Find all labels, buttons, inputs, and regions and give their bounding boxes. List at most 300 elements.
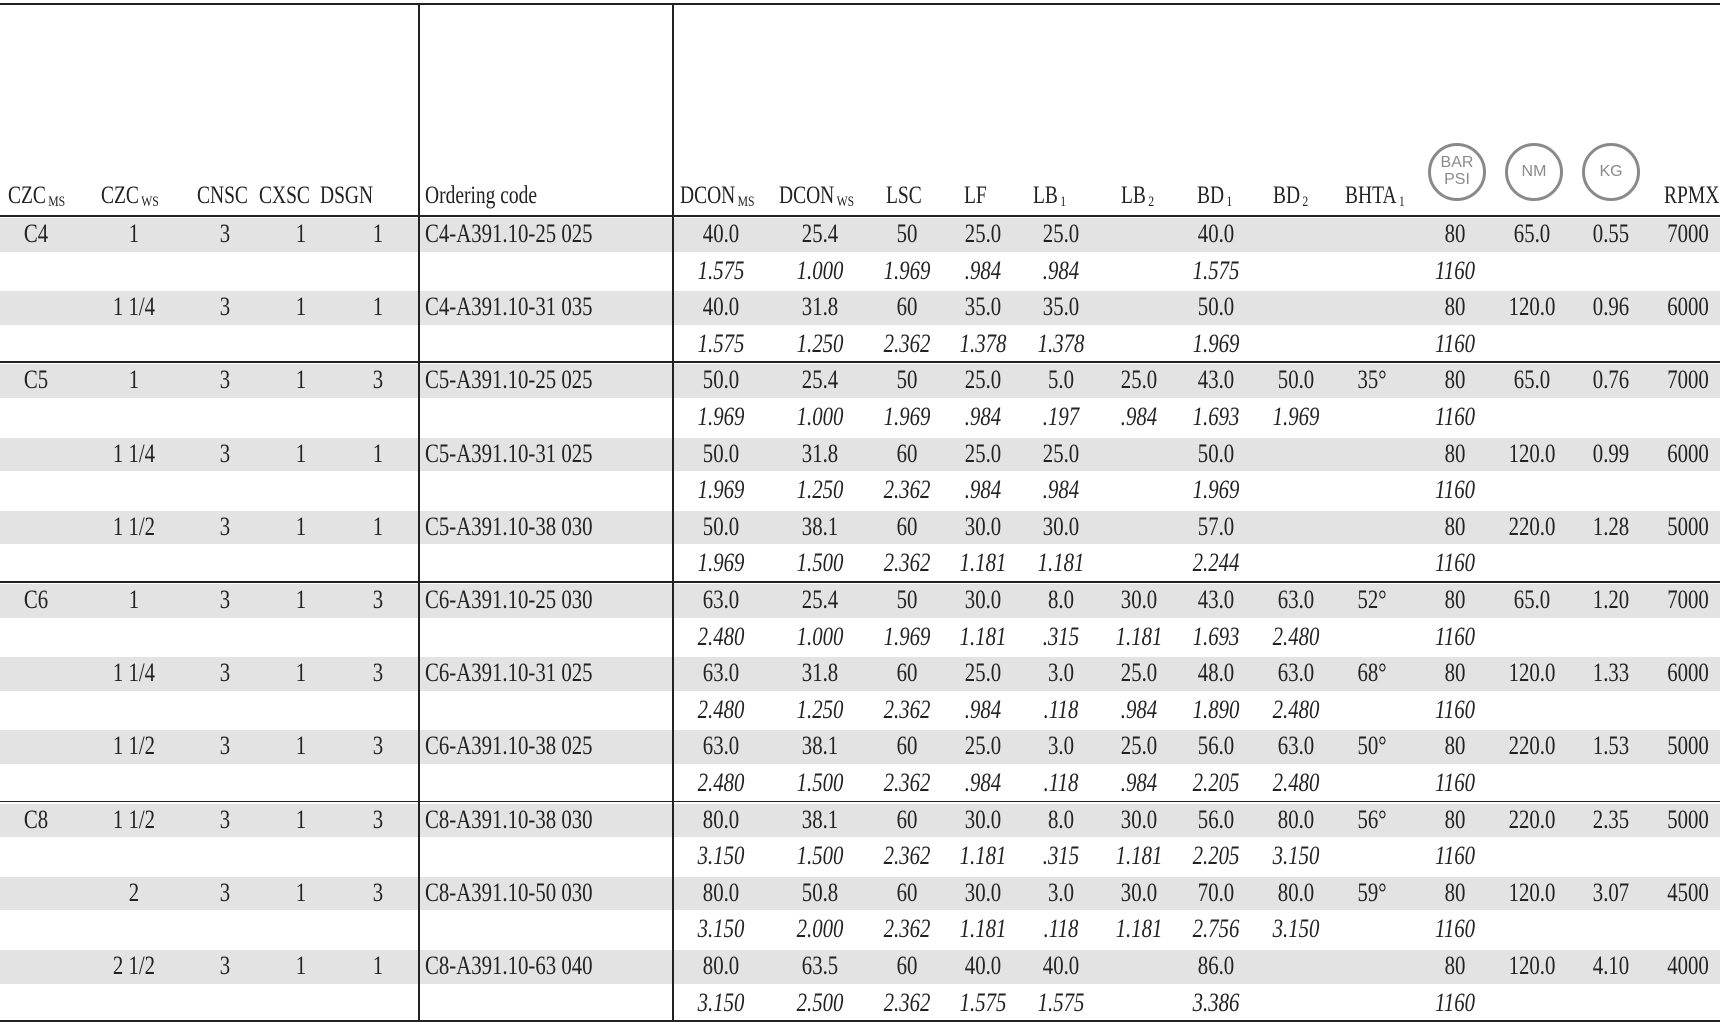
cell-czc-ws: 1 <box>128 585 140 614</box>
header-subscript: 1 <box>1226 194 1233 210</box>
mm-nm: 65.0 <box>1513 365 1551 395</box>
group-rule <box>0 801 1720 803</box>
header-label: LB <box>1033 182 1058 209</box>
mm-lsc: 60 <box>896 877 918 907</box>
cell-cxsc: 1 <box>295 658 307 688</box>
inch-dcon-ms: 2.480 <box>697 768 745 797</box>
inch-lb2: .984 <box>1120 694 1158 724</box>
inch-dcon-ws: 1.000 <box>796 255 844 285</box>
cell-czc-ms: C6 <box>23 585 49 614</box>
mm-kg: 0.99 <box>1592 438 1630 468</box>
inch-dcon-ms: 1.969 <box>697 402 745 431</box>
inch-psi: 1160 <box>1434 841 1476 871</box>
ordering-code-cell: C5-A391.10-31 025 <box>425 438 593 468</box>
inch-lb1: .197 <box>1042 402 1080 431</box>
mm-bd1: 57.0 <box>1197 511 1235 541</box>
mm-bar: 80 <box>1444 292 1466 322</box>
cell-dsgn: 3 <box>372 731 384 761</box>
mm-rpmx: 7000 <box>1667 365 1709 395</box>
ordering-code-cell: C6-A391.10-31 025 <box>425 658 593 688</box>
inch-lsc: 1.969 <box>883 255 931 285</box>
group-rule <box>0 581 1720 583</box>
header-lb1 <box>1033 183 1066 210</box>
mm-lb1: 3.0 <box>1048 658 1074 688</box>
header-label: BHTA <box>1345 182 1397 209</box>
mm-lb2: 25.0 <box>1120 658 1158 688</box>
inch-bd2: 2.480 <box>1272 694 1320 724</box>
inch-lsc: 2.362 <box>883 987 931 1017</box>
top-rule <box>0 3 1720 5</box>
header-subscript: WS <box>836 194 855 210</box>
cell-cxsc: 1 <box>295 511 307 541</box>
icon-label: KG <box>1599 162 1623 180</box>
mm-dcon-ws: 38.1 <box>801 511 839 541</box>
cell-cnsc: 3 <box>219 877 231 907</box>
cell-cnsc: 3 <box>219 731 231 761</box>
inch-dcon-ms: 2.480 <box>697 621 745 651</box>
cell-czc-ws: 1 1/2 <box>112 804 156 834</box>
inch-dcon-ms: 1.575 <box>697 328 745 358</box>
mm-lf: 30.0 <box>964 585 1002 614</box>
inch-lf: 1.181 <box>959 914 1007 944</box>
cell-cnsc: 3 <box>219 292 231 322</box>
cell-cxsc: 1 <box>295 292 307 322</box>
mm-kg: 4.10 <box>1592 951 1630 980</box>
mm-lsc: 60 <box>896 292 918 322</box>
header-lsc <box>886 183 922 208</box>
inch-bd1: 2.205 <box>1192 841 1240 871</box>
inch-lb2: 1.181 <box>1115 621 1163 651</box>
cell-czc-ws: 1 1/2 <box>112 731 156 761</box>
inch-lf: 1.378 <box>959 328 1007 358</box>
header-bd2 <box>1273 183 1308 210</box>
mm-lb1: 35.0 <box>1042 292 1080 322</box>
mm-lb2: 25.0 <box>1120 365 1158 395</box>
mm-kg: 1.53 <box>1592 731 1630 761</box>
mm-bar: 80 <box>1444 365 1466 395</box>
header-label: DCON <box>779 182 835 209</box>
mm-lb1: 25.0 <box>1042 438 1080 468</box>
cell-dsgn: 1 <box>372 219 384 248</box>
inch-psi: 1160 <box>1434 987 1476 1017</box>
inch-bd1: 1.693 <box>1192 402 1240 431</box>
inch-lf: 1.181 <box>959 841 1007 871</box>
inch-psi: 1160 <box>1434 475 1476 505</box>
mm-nm: 120.0 <box>1508 438 1556 468</box>
inch-psi: 1160 <box>1434 255 1476 285</box>
mm-bar: 80 <box>1444 658 1466 688</box>
mm-lf: 25.0 <box>964 438 1002 468</box>
inch-dcon-ws: 1.500 <box>796 768 844 797</box>
mm-lb1: 25.0 <box>1042 219 1080 248</box>
mm-bhta: 35° <box>1357 365 1387 395</box>
inch-dcon-ms: 3.150 <box>697 987 745 1017</box>
mm-rpmx: 6000 <box>1667 438 1709 468</box>
inch-bd1: 2.205 <box>1192 768 1240 797</box>
header-subscript: MS <box>48 194 66 210</box>
mm-nm: 120.0 <box>1508 951 1556 980</box>
inch-lsc: 2.362 <box>883 914 931 944</box>
mm-kg: 0.96 <box>1592 292 1630 322</box>
inch-dcon-ms: 1.969 <box>697 548 745 578</box>
mm-dcon-ms: 80.0 <box>702 951 740 980</box>
mm-bar: 80 <box>1444 585 1466 614</box>
cell-cnsc: 3 <box>219 365 231 395</box>
cell-cnsc: 3 <box>219 438 231 468</box>
header-czc-ws <box>101 183 159 210</box>
header-label: CZC <box>8 182 46 209</box>
inch-lb1: .315 <box>1042 841 1080 871</box>
header-rpmx <box>1664 183 1719 208</box>
mm-dcon-ms: 63.0 <box>702 585 740 614</box>
mm-bd1: 48.0 <box>1197 658 1235 688</box>
cell-cxsc: 1 <box>295 951 307 980</box>
mm-lb1: 3.0 <box>1048 731 1074 761</box>
header-dsgn <box>320 183 373 208</box>
header-czc-ms <box>8 183 65 210</box>
cell-dsgn: 1 <box>372 292 384 322</box>
inch-lb1: .984 <box>1042 255 1080 285</box>
cell-cnsc: 3 <box>219 511 231 541</box>
inch-dcon-ws: 1.250 <box>796 475 844 505</box>
inch-lb1: .315 <box>1042 621 1080 651</box>
inch-bd2: 3.150 <box>1272 841 1320 871</box>
inch-lf: .984 <box>964 694 1002 724</box>
mm-rpmx: 4000 <box>1667 951 1709 980</box>
mm-bd2: 63.0 <box>1277 658 1315 688</box>
mm-lf: 30.0 <box>964 877 1002 907</box>
mm-kg: 1.33 <box>1592 658 1630 688</box>
mm-dcon-ms: 80.0 <box>702 804 740 834</box>
mm-bar: 80 <box>1444 438 1466 468</box>
cell-czc-ws: 2 <box>128 877 140 907</box>
header-lb2 <box>1121 183 1154 210</box>
inch-lb1: 1.575 <box>1037 987 1085 1017</box>
mm-lsc: 50 <box>896 365 918 395</box>
mm-dcon-ws: 31.8 <box>801 292 839 322</box>
header-label: BD <box>1197 182 1225 209</box>
cell-cnsc: 3 <box>219 804 231 834</box>
inch-psi: 1160 <box>1434 694 1476 724</box>
inch-lsc: 2.362 <box>883 841 931 871</box>
mm-lsc: 60 <box>896 438 918 468</box>
mm-dcon-ms: 50.0 <box>702 511 740 541</box>
mm-lb1: 8.0 <box>1048 804 1074 834</box>
inch-bd1: 1.969 <box>1192 328 1240 358</box>
ordering-code-cell: C4-A391.10-25 025 <box>425 219 593 248</box>
header-cnsc <box>197 183 248 208</box>
inch-dcon-ws: 1.000 <box>796 621 844 651</box>
mm-lb1: 30.0 <box>1042 511 1080 541</box>
cell-dsgn: 3 <box>372 365 384 395</box>
mm-nm: 120.0 <box>1508 658 1556 688</box>
mm-rpmx: 7000 <box>1667 219 1709 248</box>
inch-lb1: .118 <box>1043 694 1079 724</box>
mm-lsc: 50 <box>896 219 918 248</box>
bottom-rule <box>0 1020 1720 1022</box>
mm-rpmx: 6000 <box>1667 658 1709 688</box>
icon-label: BAR <box>1440 154 1474 172</box>
header-label: RPMX <box>1664 182 1720 209</box>
header-label: CNSC <box>197 182 248 209</box>
inch-dcon-ws: 2.500 <box>796 987 844 1017</box>
inch-dcon-ms: 3.150 <box>697 841 745 871</box>
inch-psi: 1160 <box>1434 402 1476 431</box>
ordering-code-cell: C6-A391.10-25 030 <box>425 585 593 614</box>
mm-kg: 2.35 <box>1592 804 1630 834</box>
mm-dcon-ws: 50.8 <box>801 877 839 907</box>
cell-czc-ws: 1 <box>128 219 140 248</box>
inch-lb2: 1.181 <box>1115 914 1163 944</box>
inch-dcon-ws: 1.250 <box>796 694 844 724</box>
mm-lsc: 60 <box>896 951 918 980</box>
mm-lsc: 60 <box>896 731 918 761</box>
mm-bhta: 59° <box>1357 877 1387 907</box>
group-rule <box>0 361 1720 363</box>
mm-lf: 25.0 <box>964 731 1002 761</box>
mm-bd1: 43.0 <box>1197 585 1235 614</box>
header-label: CXSC <box>259 182 310 209</box>
cell-cxsc: 1 <box>295 585 307 614</box>
mm-nm: 65.0 <box>1513 219 1551 248</box>
inch-lb2: .984 <box>1120 768 1158 797</box>
mm-bar: 80 <box>1444 804 1466 834</box>
mm-bhta: 50° <box>1357 731 1387 761</box>
mm-dcon-ws: 38.1 <box>801 731 839 761</box>
mm-bd2: 80.0 <box>1277 804 1315 834</box>
mm-dcon-ws: 63.5 <box>801 951 839 980</box>
header-subscript: 2 <box>1148 194 1155 210</box>
header-subscript: 1 <box>1398 194 1405 210</box>
mm-lf: 25.0 <box>964 658 1002 688</box>
header-dcon-ms <box>680 183 755 210</box>
inch-lsc: 1.969 <box>883 402 931 431</box>
inch-bd1: 3.386 <box>1192 987 1240 1017</box>
mm-kg: 0.55 <box>1592 219 1630 248</box>
mm-rpmx: 5000 <box>1667 804 1709 834</box>
mm-bd2: 63.0 <box>1277 731 1315 761</box>
mm-lf: 30.0 <box>964 511 1002 541</box>
inch-dcon-ms: 1.575 <box>697 255 745 285</box>
inch-lb2: .984 <box>1120 402 1158 431</box>
mm-bd1: 56.0 <box>1197 804 1235 834</box>
mm-dcon-ms: 63.0 <box>702 658 740 688</box>
mm-bd2: 80.0 <box>1277 877 1315 907</box>
mm-bar: 80 <box>1444 951 1466 980</box>
column-divider <box>418 3 420 1020</box>
header-subscript: 2 <box>1302 194 1309 210</box>
inch-dcon-ws: 1.250 <box>796 328 844 358</box>
mm-rpmx: 4500 <box>1667 877 1709 907</box>
inch-lf: .984 <box>964 768 1002 797</box>
mm-lf: 30.0 <box>964 804 1002 834</box>
mm-bd2: 50.0 <box>1277 365 1315 395</box>
inch-lf: .984 <box>964 402 1002 431</box>
mm-dcon-ws: 25.4 <box>801 365 839 395</box>
mm-bd1: 50.0 <box>1197 438 1235 468</box>
mm-rpmx: 6000 <box>1667 292 1709 322</box>
mm-bar: 80 <box>1444 731 1466 761</box>
mm-bd1: 86.0 <box>1197 951 1235 980</box>
mm-lf: 25.0 <box>964 365 1002 395</box>
inch-psi: 1160 <box>1434 328 1476 358</box>
inch-lb1: 1.181 <box>1037 548 1085 578</box>
mm-lsc: 60 <box>896 511 918 541</box>
header-rule <box>0 215 1720 217</box>
inch-bd1: 1.890 <box>1192 694 1240 724</box>
ordering-code-cell: C6-A391.10-38 025 <box>425 731 593 761</box>
mm-dcon-ms: 40.0 <box>702 219 740 248</box>
mm-dcon-ws: 31.8 <box>801 658 839 688</box>
cell-cxsc: 1 <box>295 877 307 907</box>
inch-lsc: 2.362 <box>883 328 931 358</box>
inch-lf: 1.181 <box>959 548 1007 578</box>
mm-bhta: 56° <box>1357 804 1387 834</box>
inch-bd1: 1.575 <box>1192 255 1240 285</box>
mm-bar: 80 <box>1444 219 1466 248</box>
mm-bhta: 52° <box>1357 585 1387 614</box>
cell-dsgn: 3 <box>372 658 384 688</box>
mm-dcon-ws: 25.4 <box>801 219 839 248</box>
inch-lf: .984 <box>964 255 1002 285</box>
mm-rpmx: 5000 <box>1667 731 1709 761</box>
header-label: LF <box>964 182 987 209</box>
cell-cxsc: 1 <box>295 438 307 468</box>
kg-icon <box>1582 143 1640 201</box>
ordering-code-cell: C5-A391.10-25 025 <box>425 365 593 395</box>
cell-dsgn: 1 <box>372 511 384 541</box>
mm-kg: 1.20 <box>1592 585 1630 614</box>
header-subscript: 1 <box>1060 194 1067 210</box>
mm-nm: 220.0 <box>1508 731 1556 761</box>
column-divider <box>672 3 674 1020</box>
mm-dcon-ws: 25.4 <box>801 585 839 614</box>
mm-lf: 35.0 <box>964 292 1002 322</box>
inch-psi: 1160 <box>1434 621 1476 651</box>
inch-dcon-ms: 3.150 <box>697 914 745 944</box>
cell-czc-ws: 2 1/2 <box>112 951 156 980</box>
inch-dcon-ws: 1.500 <box>796 841 844 871</box>
mm-dcon-ms: 40.0 <box>702 292 740 322</box>
cell-dsgn: 3 <box>372 877 384 907</box>
ordering-code-cell: C4-A391.10-31 035 <box>425 292 593 322</box>
inch-dcon-ms: 2.480 <box>697 694 745 724</box>
cell-czc-ms: C4 <box>23 219 49 248</box>
cell-cnsc: 3 <box>219 585 231 614</box>
mm-lf: 25.0 <box>964 219 1002 248</box>
cell-dsgn: 1 <box>372 951 384 980</box>
ordering-code-cell: C8-A391.10-38 030 <box>425 804 593 834</box>
mm-bd1: 50.0 <box>1197 292 1235 322</box>
header-subscript: WS <box>141 194 159 210</box>
cell-cnsc: 3 <box>219 658 231 688</box>
mm-lsc: 50 <box>896 585 918 614</box>
mm-nm: 65.0 <box>1513 585 1551 614</box>
header-dcon-ws <box>779 183 854 210</box>
ordering-code-cell: C5-A391.10-38 030 <box>425 511 593 541</box>
cell-cxsc: 1 <box>295 731 307 761</box>
inch-dcon-ms: 1.969 <box>697 475 745 505</box>
icon-label: NM <box>1521 162 1547 180</box>
mm-bd2: 63.0 <box>1277 585 1315 614</box>
inch-lb1: .118 <box>1043 914 1079 944</box>
mm-lb1: 8.0 <box>1048 585 1074 614</box>
header-ordering-code: Ordering code <box>425 182 538 209</box>
mm-nm: 120.0 <box>1508 292 1556 322</box>
inch-lb1: .118 <box>1043 768 1079 797</box>
header-bhta1 <box>1345 183 1405 210</box>
cell-cnsc: 3 <box>219 951 231 980</box>
bar-psi-icon <box>1428 143 1486 201</box>
inch-lsc: 2.362 <box>883 475 931 505</box>
cell-czc-ws: 1 1/4 <box>112 292 156 322</box>
inch-bd2: 3.150 <box>1272 914 1320 944</box>
cell-dsgn: 1 <box>372 438 384 468</box>
inch-lb1: .984 <box>1042 475 1080 505</box>
nm-icon <box>1505 143 1563 201</box>
header-label: CZC <box>101 182 139 209</box>
mm-lb1: 5.0 <box>1048 365 1074 395</box>
inch-bd2: 2.480 <box>1272 768 1320 797</box>
inch-bd1: 1.693 <box>1192 621 1240 651</box>
inch-dcon-ws: 2.000 <box>796 914 844 944</box>
mm-lb1: 40.0 <box>1042 951 1080 980</box>
mm-dcon-ms: 50.0 <box>702 365 740 395</box>
header-label: DCON <box>680 182 736 209</box>
inch-bd1: 2.756 <box>1192 914 1240 944</box>
cell-dsgn: 3 <box>372 585 384 614</box>
header-label: LB <box>1121 182 1146 209</box>
cell-cnsc: 3 <box>219 219 231 248</box>
icon-label: PSI <box>1444 171 1470 188</box>
mm-rpmx: 5000 <box>1667 511 1709 541</box>
inch-psi: 1160 <box>1434 768 1476 797</box>
header-subscript: MS <box>737 194 755 210</box>
inch-psi: 1160 <box>1434 548 1476 578</box>
inch-lsc: 2.362 <box>883 768 931 797</box>
inch-lf: 1.575 <box>959 987 1007 1017</box>
mm-dcon-ms: 80.0 <box>702 877 740 907</box>
header-cxsc <box>259 183 310 208</box>
header-lf <box>964 183 987 208</box>
mm-bd1: 70.0 <box>1197 877 1235 907</box>
mm-bd1: 43.0 <box>1197 365 1235 395</box>
header-bd1 <box>1197 183 1232 210</box>
inch-bd1: 1.969 <box>1192 475 1240 505</box>
header-label: DSGN <box>320 182 374 209</box>
mm-lb1: 3.0 <box>1048 877 1074 907</box>
mm-lsc: 60 <box>896 804 918 834</box>
mm-nm: 220.0 <box>1508 511 1556 541</box>
header-label: BD <box>1273 182 1301 209</box>
inch-bd1: 2.244 <box>1192 548 1240 578</box>
cell-dsgn: 3 <box>372 804 384 834</box>
inch-dcon-ws: 1.500 <box>796 548 844 578</box>
mm-nm: 220.0 <box>1508 804 1556 834</box>
mm-rpmx: 7000 <box>1667 585 1709 614</box>
mm-lb2: 25.0 <box>1120 731 1158 761</box>
mm-kg: 1.28 <box>1592 511 1630 541</box>
mm-nm: 120.0 <box>1508 877 1556 907</box>
inch-lsc: 1.969 <box>883 621 931 651</box>
inch-dcon-ws: 1.000 <box>796 402 844 431</box>
mm-bd1: 40.0 <box>1197 219 1235 248</box>
mm-lb2: 30.0 <box>1120 877 1158 907</box>
inch-bd2: 1.969 <box>1272 402 1320 431</box>
mm-kg: 3.07 <box>1592 877 1630 907</box>
mm-lb2: 30.0 <box>1120 804 1158 834</box>
inch-lb2: 1.181 <box>1115 841 1163 871</box>
